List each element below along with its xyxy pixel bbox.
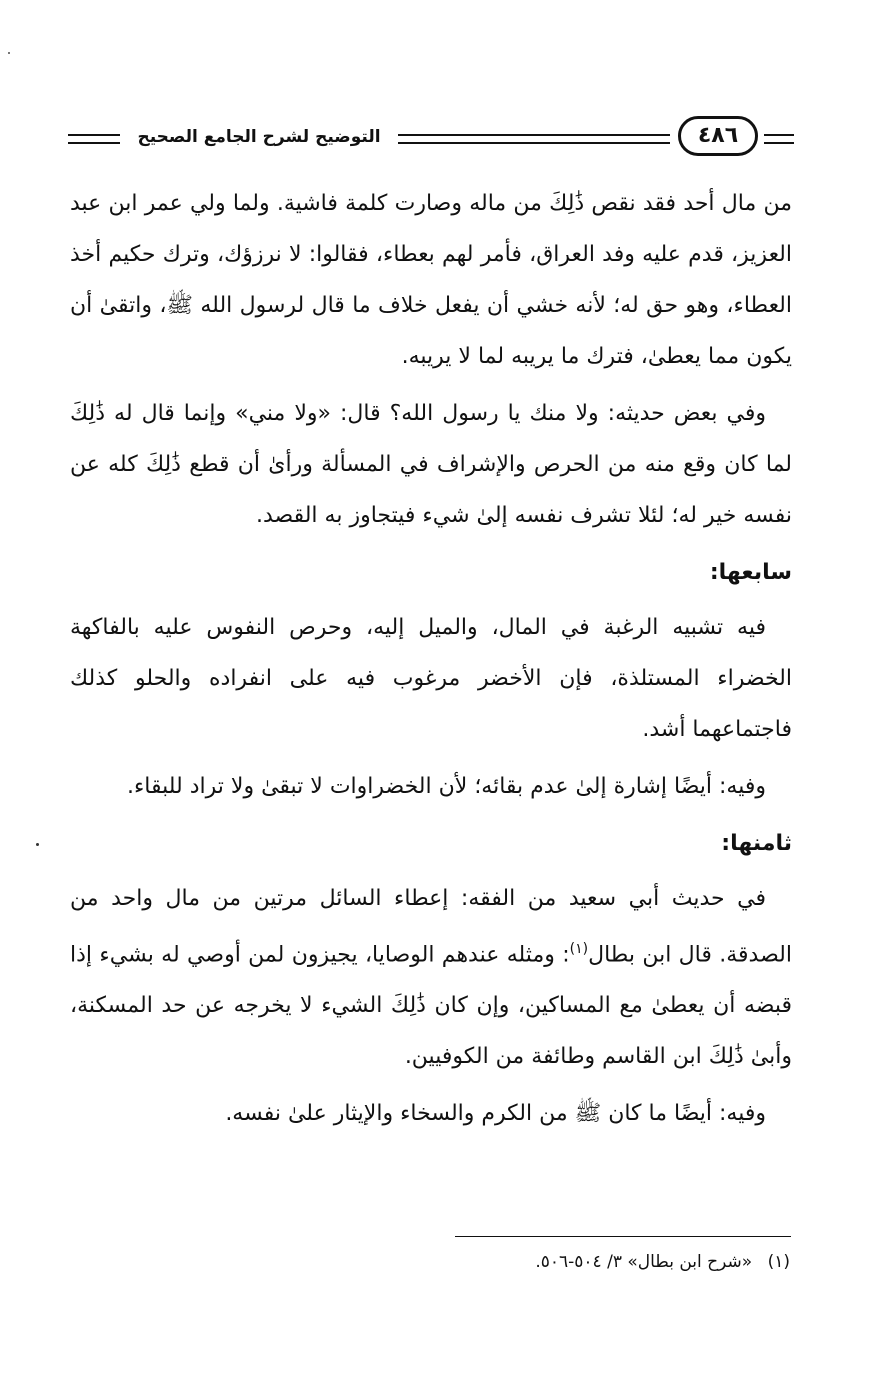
paragraph: وفيه: أيضًا إشارة إلىٰ عدم بقائه؛ لأن الخضراوات لا تبقىٰ ولا تراد للبقاء. — [126, 774, 766, 799]
page-number: ٤٨٦ — [678, 116, 758, 156]
footnote-reference: (١) — [569, 941, 589, 957]
paragraph-with-footnote — [70, 873, 792, 1082]
header-rule-left — [68, 134, 120, 144]
text-run: : ومثله عندهم الوصايا، يجيزون لمن أوصي له بشيء إذا قبضه أن يعطىٰ مع المساكين، وإن كان ذَٰلِكَ الشيء لا يخرجه عن حد المسكنة، وأبىٰ ذَٰلِكَ ابن القاسم وطائفة من الكوفيين. — [70, 942, 792, 1070]
paragraph: من مال أحد فقد نقص ذَٰلِكَ من ماله وصارت كلمة فاشية. ولما ولي عمر ابن عبد العزيز، قدم عليه وفد العراق، فأمر لهم بعطاء، فقالوا: لا نرزؤك، وترك حكيم أخذ العطاء، وهو حق له؛ لأنه خشي أن يفعل خلاف ما قال لرسول الله ﷺ، واتقىٰ أن يكون مما يعطىٰ، فترك ما يريبه لما لا يريبه. — [70, 191, 792, 369]
text-run: في حديث أبي سعيد من الفقه: إعطاء السائل مرتين من مال واحد من الصدقة. قال ابن بطال — [70, 886, 792, 968]
paragraph: وفي بعض حديثه: ولا منك يا رسول الله؟ قال: «ولا مني» وإنما قال له ذَٰلِكَ لما كان وقع منه من الحرص والإشراف في المسألة ورأىٰ أن قطع ذَٰلِكَ كله عن نفسه خير له؛ لئلا تشرف نفسه إلىٰ شيء فيتجاوز به القصد. — [70, 401, 792, 528]
main-text — [70, 178, 792, 1145]
footnote — [300, 1246, 790, 1278]
margin-mark — [36, 843, 39, 846]
page-header — [68, 112, 794, 166]
footnote-marker: (١) — [767, 1252, 790, 1272]
header-rule-middle — [398, 134, 670, 144]
section-heading-seventh: سابعها: — [709, 560, 792, 585]
header-rule-right — [764, 134, 794, 144]
section-heading-eighth: ثامنها: — [721, 831, 792, 856]
paragraph: وفيه: أيضًا ما كان ﷺ من الكرم والسخاء والإيثار علىٰ نفسه. — [225, 1101, 766, 1127]
scan-speck — [8, 52, 10, 54]
footnote-separator — [455, 1236, 791, 1237]
running-title: التوضيح لشرح الجامع الصحيح — [137, 127, 381, 147]
footnote-text: «شرح ابن بطال» ٣/ ٥٠٤-٥٠٦. — [535, 1252, 753, 1272]
paragraph: فيه تشبيه الرغبة في المال، والميل إليه، وحرص النفوس عليه بالفاكهة الخضراء المستلذة، فإن الأخضر مرغوب فيه على انفراده والحلو كذلك فاجتماعهما أشد. — [70, 615, 792, 742]
